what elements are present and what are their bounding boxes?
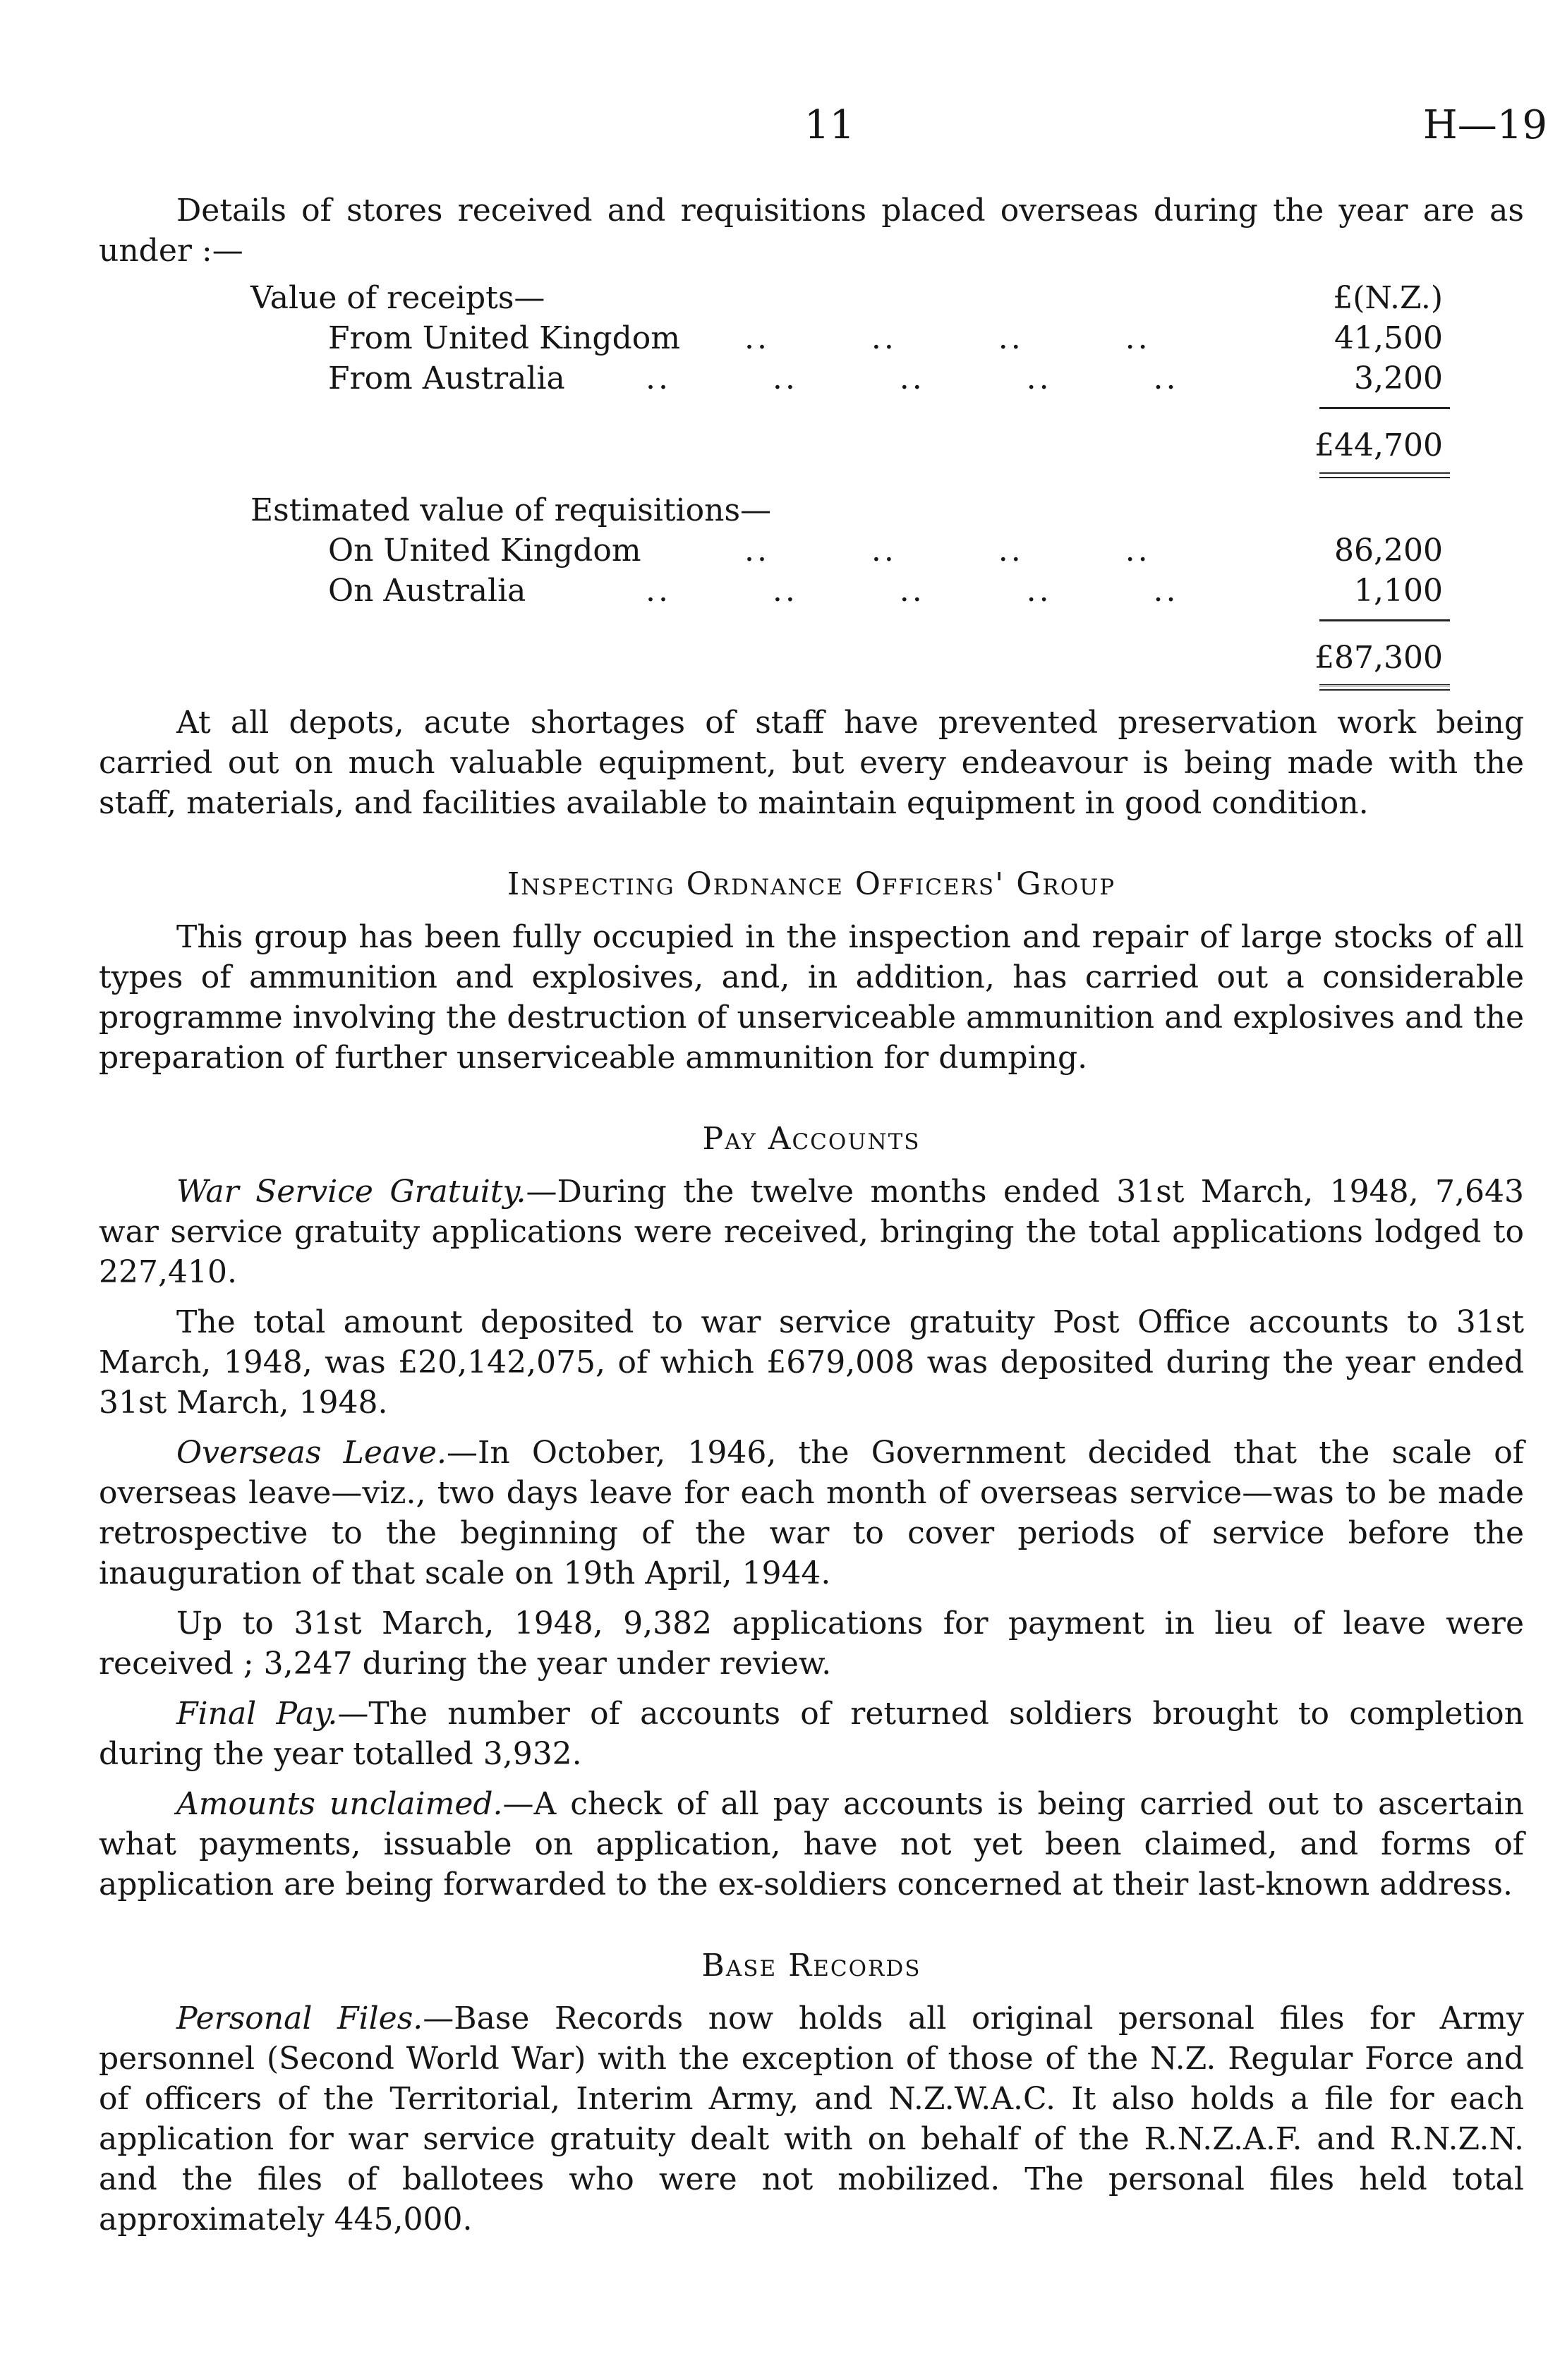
war-gratuity-text: —During the twelve months ended 31st March, 1948, 7,643 war service gratuity applications were received, bringing the total applications lodged to 227,410. (99, 1174, 1524, 1290)
page-number: 11 (804, 102, 855, 148)
final-pay-paragraph (99, 1694, 1524, 1774)
sum-rule (1319, 407, 1450, 409)
leader-dots: .. .. .. .. (744, 533, 1151, 569)
leader-dots: .. .. .. .. .. (646, 573, 1179, 609)
receipt-label: From United Kingdom (328, 320, 680, 356)
personal-files-paragraph (99, 1998, 1524, 2240)
intro-paragraph: Details of stores received and requisitions placed overseas during the year are as under :— (99, 193, 1524, 269)
requisition-label: On Australia (328, 573, 526, 609)
section-heading-base-records: Base Records (701, 1948, 921, 1984)
document-reference: H—19 (1422, 102, 1547, 148)
requisitions-heading: Estimated value of requisitions— (250, 492, 772, 528)
table-row (250, 318, 1542, 358)
personal-files-text: —Base Records now holds all original personal files for Army personnel (Second World War) with the exception of those of the N.Z. Regular Force and of officers of the Territorial, Interim Army, and N.Z.W.A.C. It also holds a file for each application for war service gratuity dealt with on behalf of the R.N.Z.A.F. and R.N.Z.N. and the files of ballotees who were not mobilized. The personal files held total approximately 445,000. (99, 2000, 1524, 2238)
requisition-amount: 86,200 (1334, 533, 1443, 569)
receipts-total: £44,700 (1314, 427, 1443, 463)
requisition-label: On United Kingdom (328, 533, 641, 569)
page-body (99, 190, 1524, 2250)
receipt-amount: 41,500 (1334, 320, 1443, 356)
table-row (250, 571, 1542, 611)
amounts-unclaimed-title: Amounts unclaimed. (176, 1786, 503, 1822)
overseas-text: —In October, 1946, the Government decided that the scale of overseas leave—viz., two days leave for each month of overseas service—was to be made retrospective to the beginning of the war to cover periods of service before the inauguration of that scale on 19th April, 1944. (99, 1435, 1524, 1591)
amounts-unclaimed-paragraph (99, 1784, 1524, 1905)
currency-label: £(N.Z.) (1333, 280, 1443, 316)
table-row (250, 530, 1542, 571)
requisitions-total: £87,300 (1314, 640, 1443, 676)
leader-dots: .. .. .. .. (744, 320, 1151, 356)
final-pay-title: Final Pay. (176, 1696, 338, 1732)
receipt-label: From Australia (328, 360, 565, 396)
receipts-heading: Value of receipts— (250, 280, 545, 316)
section-heading-inspecting: Inspecting Ordnance Officers' Group (507, 866, 1116, 902)
war-gratuity-paragraph (99, 1172, 1524, 1292)
table-row (250, 358, 1542, 399)
overseas-paragraph (99, 1433, 1524, 1593)
receipt-amount: 3,200 (1354, 360, 1443, 396)
final-pay-text: —The number of accounts of returned soldiers brought to completion during the year totalled 3,932. (99, 1696, 1524, 1772)
inspecting-paragraph: This group has been fully occupied in the inspection and repair of large stocks of all types of ammunition and explosives, and, in addition, has carried out a considerable programme involving the destruction of unserviceable ammunition and explosives and the preparation of further unserviceable ammunition for dumping. (99, 919, 1524, 1076)
total-double-rule (1319, 684, 1450, 691)
overseas-title: Overseas Leave. (176, 1435, 447, 1471)
applications-paragraph: Up to 31st March, 1948, 9,382 applications for payment in lieu of leave were received ; 3,247 during the year under review. (99, 1605, 1524, 1682)
war-gratuity-title: War Service Gratuity. (176, 1174, 526, 1210)
deposit-paragraph: The total amount deposited to war service gratuity Post Office accounts to 31st March, 1948, was £20,142,075, of which £679,008 was deposited during the year ended 31st March, 1948. (99, 1304, 1524, 1421)
depots-paragraph: At all depots, acute shortages of staff have prevented preservation work being carried out on much valuable equipment, but every endeavour is being made with the staff, materials, and facilities available to maintain equipment in good condition. (99, 705, 1524, 821)
requisition-amount: 1,100 (1354, 573, 1443, 609)
sum-rule (1319, 619, 1450, 621)
personal-files-title: Personal Files. (176, 2000, 423, 2036)
page-header (0, 102, 1560, 152)
leader-dots: .. .. .. .. .. (646, 360, 1179, 396)
section-heading-pay: Pay Accounts (702, 1121, 921, 1157)
receipts-table (250, 278, 1542, 703)
total-double-rule (1319, 472, 1450, 478)
amounts-unclaimed-text: —A check of all pay accounts is being carried out to ascertain what payments, issuable on application, have not yet been claimed, and forms of application are being forwarded to the ex-soldiers concerned at their last-known address. (99, 1786, 1524, 1902)
